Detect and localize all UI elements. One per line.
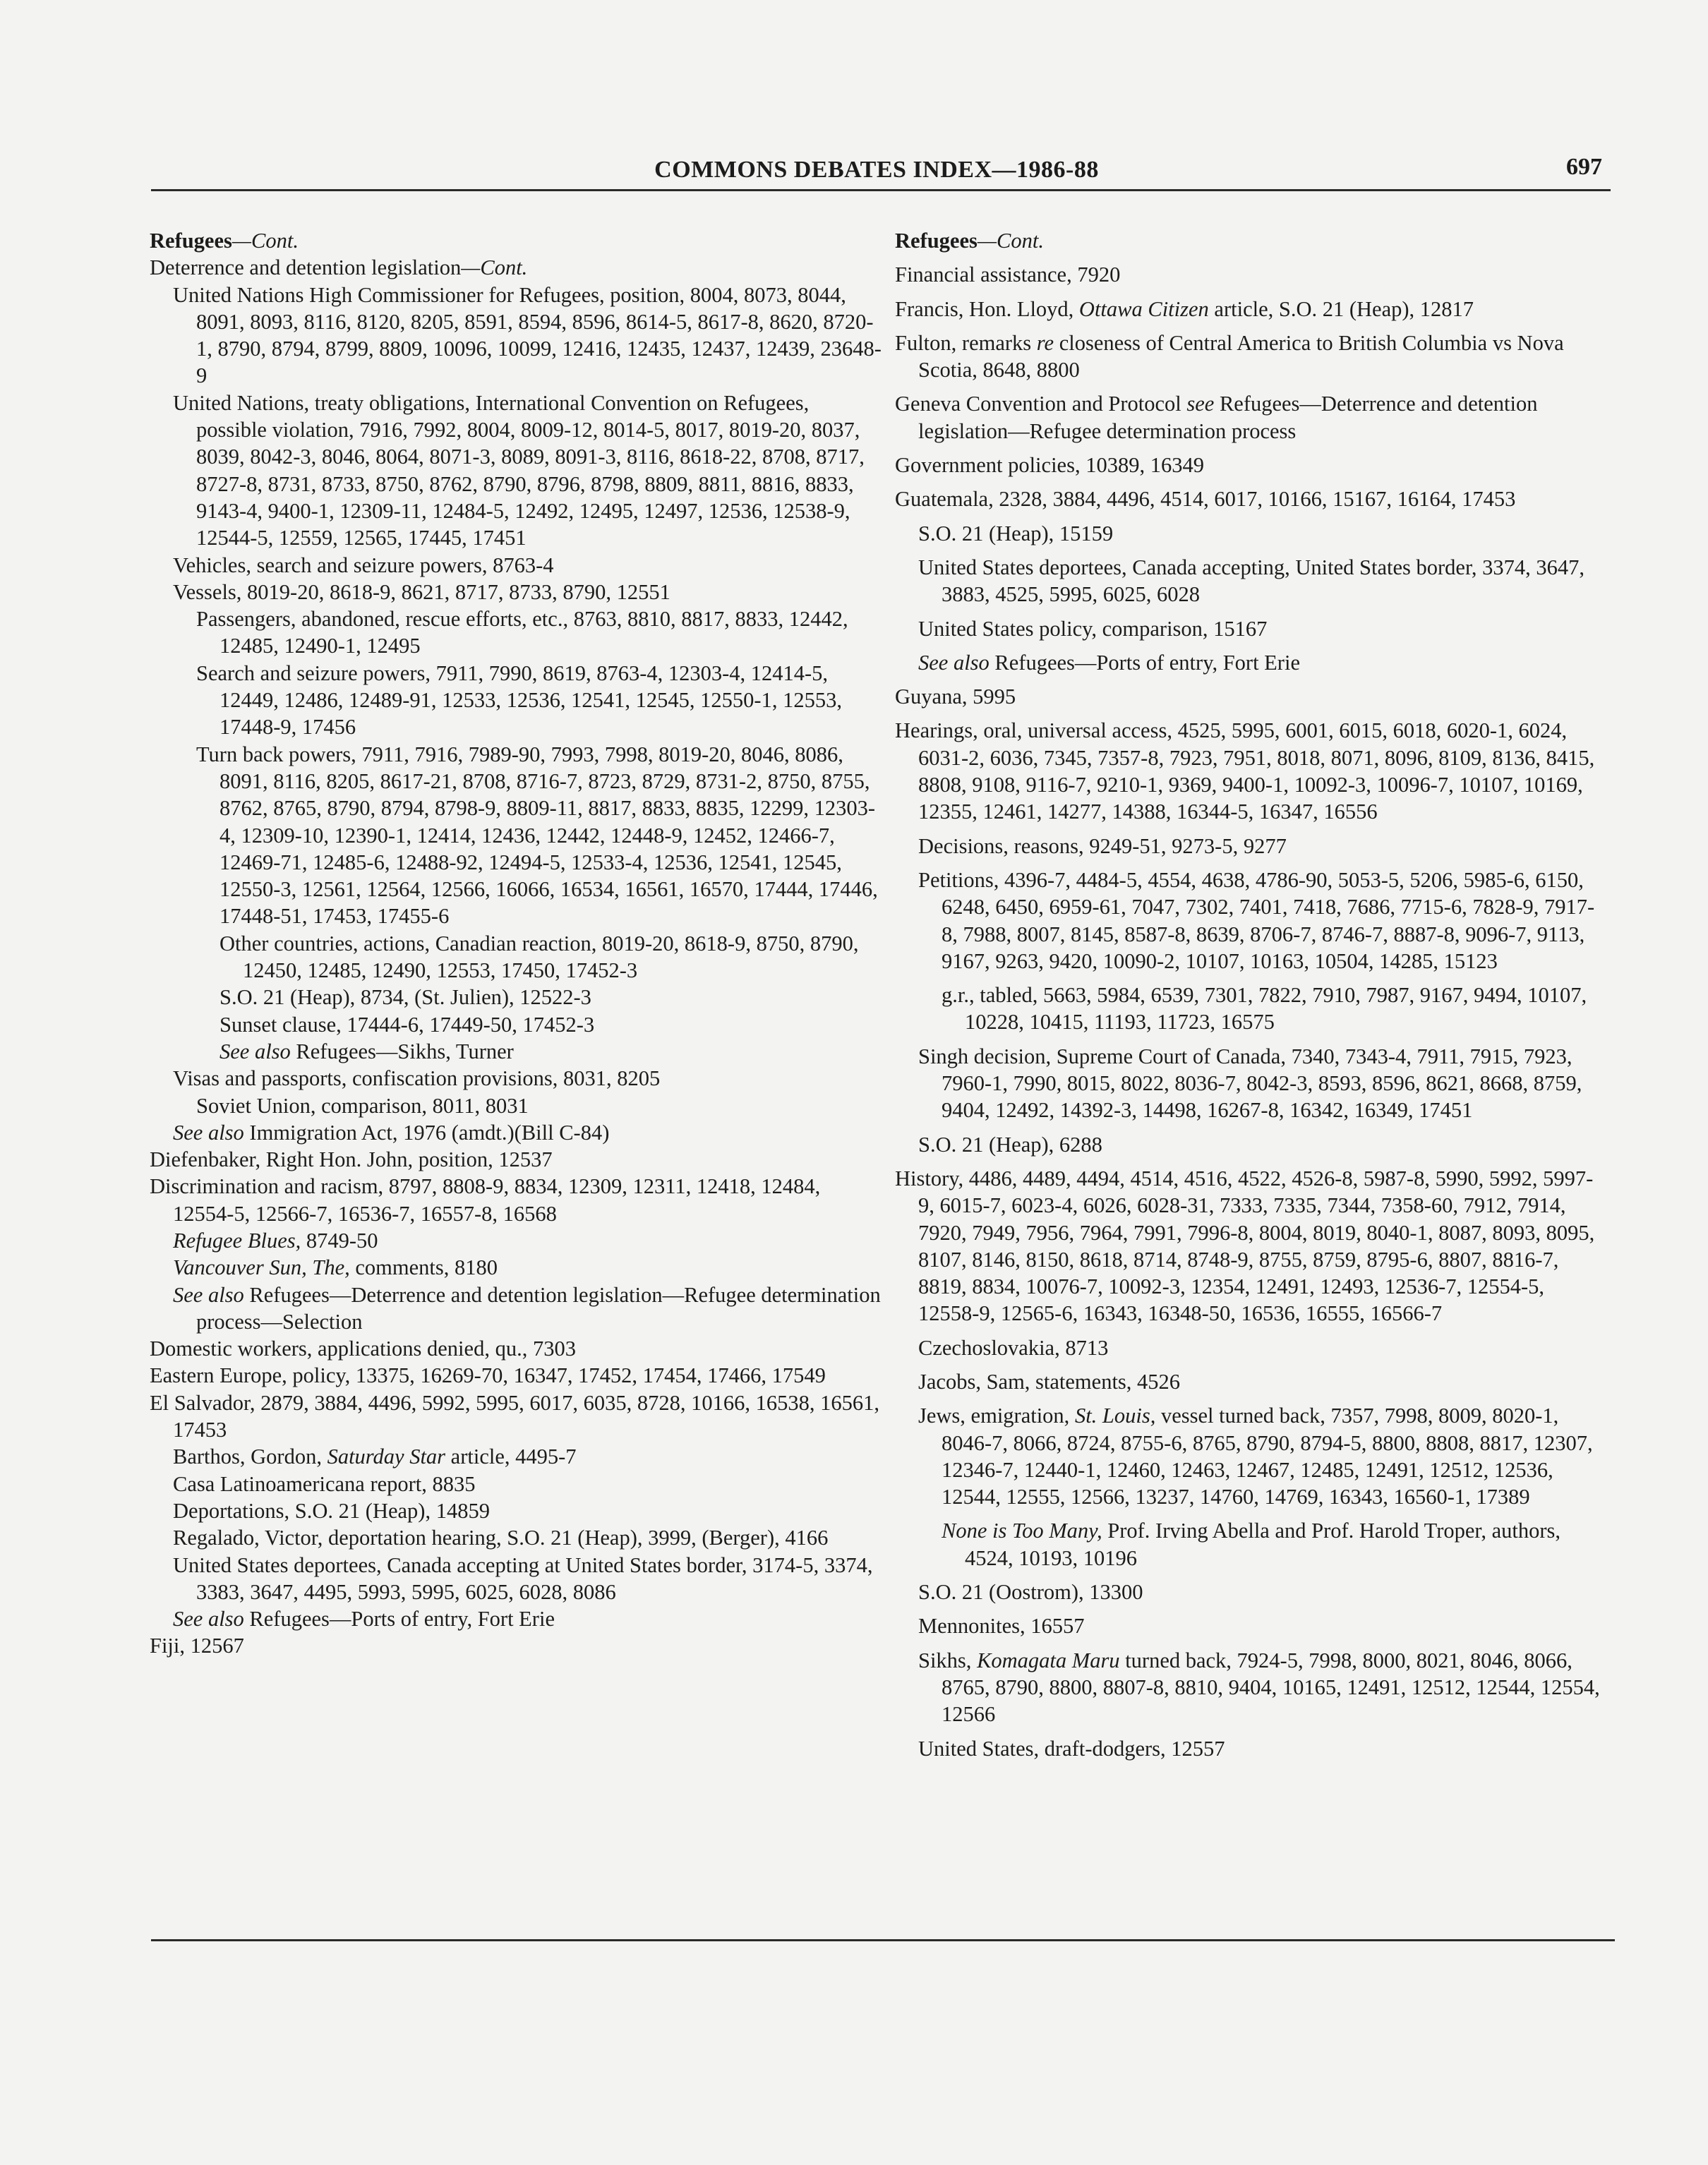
- index-entry: [895, 1131, 1609, 1158]
- index-entry: [895, 227, 1609, 254]
- index-entry: [150, 1173, 884, 1227]
- entry-text: Geneva Convention and Protocol: [895, 392, 1187, 416]
- index-entry: [895, 982, 1609, 1036]
- entry-text: 8749-50: [301, 1228, 378, 1253]
- index-entry: [895, 1735, 1609, 1762]
- index-entry: [150, 579, 884, 605]
- entry-text: United States deportees, Canada accepting at United States border, 3174-5, 3374, 3383, 3647, 4495, 5993, 5995, 6025, 6028, 8086: [173, 1552, 873, 1604]
- index-entry: [895, 261, 1609, 288]
- entry-italic: see: [1186, 392, 1215, 416]
- entry-italic: —Cont.: [977, 229, 1044, 253]
- entry-text: Francis, Hon. Lloyd,: [895, 296, 1079, 321]
- index-entry: [895, 833, 1609, 860]
- entry-text: comments, 8180: [349, 1255, 498, 1280]
- left-index-column: [150, 227, 884, 1660]
- entry-text: Guatemala, 2328, 3884, 4496, 4514, 6017, 10166, 15167, 16164, 17453: [895, 487, 1516, 512]
- entry-text: History, 4486, 4489, 4494, 4514, 4516, 4522, 4526-8, 5987-8, 5990, 5992, 5997-9, 6015-7, 6023-4, 6026, 6028-31, 7333, 7335, 7344, 7358-60, 7912, 7914, 7920, 7949, 7956, 7964, 7991, 7996-8, 8004, 8019, 8040-1, 8087, 8093, 8095, 8107, 8146, 8150, 8618, 8714, 8748-9, 8755, 8759, 8795-6, 8807, 8816-7, 8819, 8834, 10076-7, 10092-3, 12354, 12491, 12493, 12536-7, 12554-5, 12558-9, 12565-6, 16343, 16348-50, 16536, 16555, 16566-7: [895, 1166, 1595, 1326]
- entry-text: Refugees—Deterrence and detention legislation—Refugee determination process—Selection: [196, 1282, 881, 1334]
- footer-rule: [151, 1939, 1615, 1941]
- entry-text: S.O. 21 (Heap), 15159: [918, 521, 1114, 545]
- index-entry: [150, 1471, 884, 1497]
- entry-text: El Salvador, 2879, 3884, 4496, 5992, 5995, 6017, 6035, 8728, 10166, 16538, 16561, 17453: [150, 1390, 880, 1442]
- page-number: 697: [1566, 154, 1602, 180]
- index-entry: [895, 296, 1609, 322]
- entry-italic: See also: [219, 1039, 291, 1063]
- entry-text: Refugees—Ports of entry, Fort Erie: [989, 650, 1300, 675]
- index-entry: [150, 1227, 884, 1254]
- page-header: [151, 151, 1602, 193]
- entry-text: United Nations, treaty obligations, International Convention on Refugees, possible violation, 7916, 7992, 8004, 8009-12, 8014-5, 8017, 8019-20, 8037, 8039, 8042-3, 8046, 8064, 8071-3, 8089, 8091-3, 8116, 8618-22, 8708, 8717, 8727-8, 8731, 8733, 8750, 8762, 8790, 8796, 8798, 8809, 8811, 8816, 8833, 9143-4, 9400-1, 12309-11, 12484-5, 12492, 12495, 12497, 12536, 12538-9, 12544-5, 12559, 12565, 17445, 17451: [173, 390, 865, 550]
- entry-text: United States policy, comparison, 15167: [918, 616, 1268, 641]
- entry-text: Search and seizure powers, 7911, 7990, 8619, 8763-4, 12303-4, 12414-5, 12449, 12486, 12489-91, 12533, 12536, 12541, 12545, 12550-1, 12553, 17448-9, 17456: [196, 661, 842, 740]
- entry-text: Fulton, remarks: [895, 330, 1037, 355]
- entry-text: Government policies, 10389, 16349: [895, 453, 1204, 478]
- index-entry: [150, 1497, 884, 1524]
- entry-italic: Saturday Star: [327, 1445, 446, 1469]
- index-entry: [150, 1524, 884, 1551]
- entry-text: Turn back powers, 7911, 7916, 7989-90, 7993, 7998, 8019-20, 8046, 8086, 8091, 8116, 8205, 8617-21, 8708, 8716-7, 8723, 8729, 8731-2, 8750, 8755, 8762, 8765, 8790, 8794, 8798-9, 8809-11, 8817, 8833, 8835, 12299, 12303-4, 12309-10, 12390-1, 12414, 12436, 12442, 12448-9, 12452, 12466-7, 12469-71, 12485-6, 12488-92, 12494-5, 12533-4, 12536, 12541, 12545, 12550-3, 12561, 12564, 12566, 16066, 16534, 16561, 16570, 17444, 17446, 17448-51, 17453, 17455-6: [196, 742, 878, 929]
- index-entry: [150, 1443, 884, 1470]
- index-entry: [895, 520, 1609, 547]
- index-entry: [150, 930, 884, 984]
- entry-text: Sikhs,: [918, 1648, 978, 1672]
- index-entry: [895, 1402, 1609, 1510]
- entry-italic: St. Louis,: [1074, 1404, 1156, 1428]
- index-entry: [150, 1605, 884, 1632]
- entry-italic: Ottawa Citizen: [1078, 296, 1209, 321]
- index-entry: [150, 1065, 884, 1092]
- entry-text: Jews, emigration,: [918, 1404, 1075, 1428]
- index-heading: Refugees: [150, 229, 232, 253]
- index-entry: [895, 1647, 1609, 1728]
- running-head: COMMONS DEBATES INDEX—1986-88: [654, 157, 1099, 183]
- index-entry: [895, 486, 1609, 512]
- index-entry: [895, 390, 1609, 445]
- entry-italic: Refugee Blues,: [173, 1228, 301, 1253]
- index-entry: [150, 1011, 884, 1038]
- index-entry: [150, 1119, 884, 1146]
- entry-text: Vehicles, search and seizure powers, 8763-4: [173, 553, 554, 577]
- index-entry: [150, 1254, 884, 1281]
- index-entry: [150, 1038, 884, 1065]
- entry-text: Diefenbaker, Right Hon. John, position, 12537: [150, 1147, 553, 1172]
- entry-text: Deportations, S.O. 21 (Heap), 14859: [173, 1498, 490, 1523]
- index-entry: [895, 683, 1609, 710]
- entry-text: Jacobs, Sam, statements, 4526: [918, 1369, 1181, 1394]
- entry-text: Soviet Union, comparison, 8011, 8031: [196, 1093, 529, 1118]
- entry-text: Petitions, 4396-7, 4484-5, 4554, 4638, 4786-90, 5053-5, 5206, 5985-6, 6150, 6248, 6450, 6959-61, 7047, 7302, 7401, 7418, 7686, 7715-6, 7828-9, 7917-8, 7988, 8007, 8145, 8587-8, 8639, 8706-7, 8746-7, 8887-8, 9096-7, 9113, 9167, 9263, 9420, 10090-2, 10107, 10163, 10504, 14285, 15123: [918, 867, 1595, 973]
- index-entry: [150, 660, 884, 741]
- index-entry: [150, 1362, 884, 1389]
- index-entry: [895, 867, 1609, 975]
- index-entry: [895, 1612, 1609, 1639]
- entry-text: article, 4495-7: [445, 1445, 577, 1469]
- entry-text: Czechoslovakia, 8713: [918, 1335, 1109, 1360]
- index-entry: [895, 1579, 1609, 1605]
- entry-text: Passengers, abandoned, rescue efforts, etc., 8763, 8810, 8817, 8833, 12442, 12485, 12490-1, 12495: [196, 607, 848, 658]
- header-rule: [151, 189, 1611, 191]
- index-entry: [150, 984, 884, 1011]
- index-entry: [150, 605, 884, 660]
- index-entry: [895, 1165, 1609, 1327]
- entry-italic: See also: [918, 650, 990, 675]
- entry-text: United States deportees, Canada accepting, United States border, 3374, 3647, 3883, 4525, 5995, 6025, 6028: [918, 555, 1585, 607]
- index-entry: [150, 1146, 884, 1173]
- entry-text: United Nations High Commissioner for Refugees, position, 8004, 8073, 8044, 8091, 8093, 8116, 8120, 8205, 8591, 8594, 8596, 8614-5, 8617-8, 8620, 8720-1, 8790, 8794, 8799, 8809, 10096, 10099, 12416, 12435, 12437, 12439, 23648-9: [173, 282, 882, 388]
- entry-italic: Vancouver Sun, The,: [173, 1255, 350, 1280]
- entry-text: Prof. Irving Abella and Prof. Harold Troper, authors, 4524, 10193, 10196: [965, 1519, 1561, 1570]
- entry-text: Hearings, oral, universal access, 4525, 5995, 6001, 6015, 6018, 6020-1, 6024, 6031-2, 6036, 7345, 7357-8, 7923, 7951, 8018, 8071, 8096, 8109, 8136, 8415, 8808, 9108, 9116-7, 9210-1, 9369, 9400-1, 10092-3, 10096-7, 10107, 10169, 12355, 12461, 14277, 14388, 16344-5, 16347, 16556: [895, 718, 1595, 824]
- index-heading: Refugees: [895, 229, 978, 253]
- index-entry: [150, 390, 884, 552]
- entry-text: Casa Latinoamericana report, 8835: [173, 1471, 476, 1496]
- entry-text: vessel turned back, 7357, 7998, 8009, 8020-1, 8046-7, 8066, 8724, 8755-6, 8765, 8790, 8794-5, 8800, 8808, 8817, 12307, 12346-7, 12440-1, 12460, 12463, 12467, 12485, 12491, 12512, 12536, 12544, 12555, 12566, 13237, 14760, 14769, 16343, 16560-1, 17389: [942, 1404, 1593, 1509]
- index-entry: [150, 282, 884, 390]
- index-entry: [895, 452, 1609, 478]
- entry-text: turned back, 7924-5, 7998, 8000, 8021, 8046, 8066, 8765, 8790, 8800, 8807-8, 8810, 9404, 10165, 12491, 12512, 12544, 12554, 12566: [942, 1648, 1600, 1727]
- index-entry: [895, 1517, 1609, 1572]
- index-entry: [150, 227, 884, 254]
- entry-text: closeness of Central America to British Columbia vs Nova Scotia, 8648, 8800: [918, 330, 1564, 382]
- entry-text: Mennonites, 16557: [918, 1614, 1085, 1639]
- entry-italic: See also: [173, 1120, 244, 1145]
- index-entry: [150, 254, 884, 281]
- entry-text: Financial assistance, 7920: [895, 263, 1121, 287]
- entry-text: Guyana, 5995: [895, 685, 1016, 709]
- entry-text: S.O. 21 (Oostrom), 13300: [918, 1580, 1143, 1605]
- entry-text: Discrimination and racism, 8797, 8808-9, 8834, 12309, 12311, 12418, 12484, 12554-5, 12566-7, 16536-7, 16557-8, 16568: [150, 1174, 821, 1226]
- index-entry: [150, 1632, 884, 1659]
- entry-italic: See also: [173, 1282, 244, 1307]
- entry-text: Barthos, Gordon,: [173, 1445, 327, 1469]
- entry-text: Refugees—Sikhs, Turner: [290, 1039, 514, 1063]
- entry-text: Other countries, actions, Canadian reaction, 8019-20, 8618-9, 8750, 8790, 12450, 12485, 12490, 12553, 17450, 17452-3: [219, 931, 859, 983]
- index-entry: [895, 1368, 1609, 1395]
- entry-text: Decisions, reasons, 9249-51, 9273-5, 9277: [918, 833, 1287, 858]
- index-entry: [150, 1552, 884, 1606]
- entry-italic: —Cont.: [461, 255, 528, 280]
- entry-text: S.O. 21 (Heap), 6288: [918, 1132, 1102, 1157]
- index-entry: [895, 649, 1609, 676]
- entry-text: Singh decision, Supreme Court of Canada, 7340, 7343-4, 7911, 7915, 7923, 7960-1, 7990, 8015, 8022, 8036-7, 8042-3, 8593, 8596, 8621, 8668, 8759, 9404, 12492, 14392-3, 14498, 16267-8, 16342, 16349, 17451: [918, 1044, 1582, 1123]
- index-entry: [895, 615, 1609, 642]
- entry-text: S.O. 21 (Heap), 8734, (St. Julien), 12522-3: [219, 985, 591, 1010]
- entry-italic: Komagata Maru: [977, 1648, 1120, 1672]
- index-entry: [150, 552, 884, 579]
- index-entry: [150, 1092, 884, 1119]
- index-entry: [895, 1334, 1609, 1361]
- index-entry: [895, 330, 1609, 384]
- entry-text: Deterrence and detention legislation: [150, 255, 462, 280]
- entry-italic: See also: [173, 1607, 244, 1632]
- entry-text: article, S.O. 21 (Heap), 12817: [1208, 296, 1474, 321]
- entry-italic: None is Too Many,: [942, 1519, 1102, 1543]
- entry-text: Eastern Europe, policy, 13375, 16269-70, 16347, 17452, 17454, 17466, 17549: [150, 1363, 826, 1388]
- index-entry: [895, 717, 1609, 825]
- entry-text: Vessels, 8019-20, 8618-9, 8621, 8717, 8733, 8790, 12551: [173, 579, 670, 604]
- index-entry: [895, 554, 1609, 608]
- entry-text: Visas and passports, confiscation provisions, 8031, 8205: [173, 1066, 661, 1091]
- index-entry: [895, 1043, 1609, 1124]
- entry-text: Sunset clause, 17444-6, 17449-50, 17452-3: [219, 1012, 595, 1037]
- entry-text: g.r., tabled, 5663, 5984, 6539, 7301, 7822, 7910, 7987, 9167, 9494, 10107, 10228, 10415, 11193, 11723, 16575: [942, 983, 1587, 1035]
- entry-text: Refugees—Deterrence and detention legislation—Refugee determination process: [918, 392, 1538, 443]
- index-entry: [150, 1389, 884, 1444]
- entry-italic: —Cont.: [231, 229, 299, 253]
- index-entry: [150, 741, 884, 930]
- entry-text: Refugees—Ports of entry, Fort Erie: [243, 1607, 555, 1632]
- entry-italic: re: [1036, 330, 1054, 355]
- right-index-column: [895, 227, 1609, 1762]
- entry-text: Regalado, Victor, deportation hearing, S.O. 21 (Heap), 3999, (Berger), 4166: [173, 1526, 829, 1550]
- entry-text: Immigration Act, 1976 (amdt.)(Bill C-84): [243, 1120, 610, 1145]
- index-entry: [150, 1281, 884, 1336]
- index-entry: [150, 1335, 884, 1362]
- entry-text: Fiji, 12567: [150, 1634, 244, 1658]
- entry-text: Domestic workers, applications denied, qu., 7303: [150, 1337, 576, 1361]
- entry-text: United States, draft-dodgers, 12557: [918, 1736, 1225, 1761]
